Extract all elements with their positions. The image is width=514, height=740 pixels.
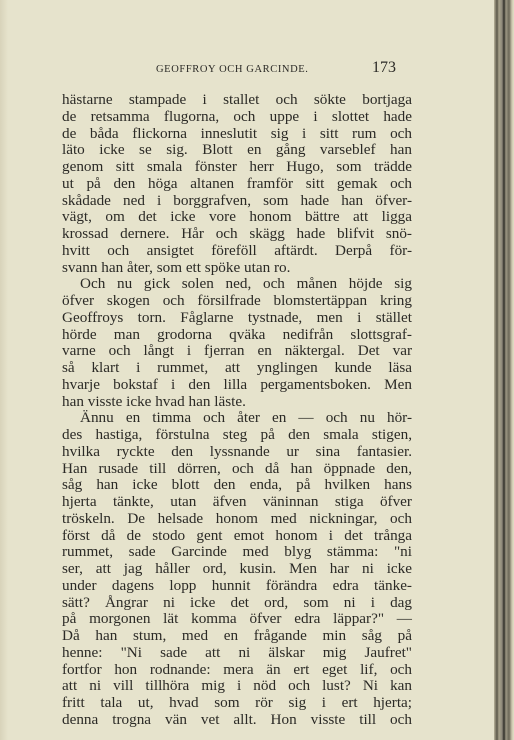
text-line: hvitt och ansigtet föreföll aftärdt. Derpå för-: [62, 241, 412, 259]
text-line: hörde man grodorna qväka nedifrån slottsgraf-: [62, 325, 412, 343]
text-line: fortfor hon rodnande: mera än ert eget lif, och: [62, 660, 412, 678]
text-line: såg han icke blott den enda, på hvilken hans: [62, 476, 412, 494]
text-line: varne och långt i fjerran en näktergal. Det var: [62, 342, 412, 360]
text-line: Då han stum, med en frågande min såg på: [62, 627, 412, 644]
text-line: läto icke se sig. Blott en gång varseblef han: [62, 141, 412, 159]
text-line: hästarne stampade i stallet och sökte bortjaga: [62, 91, 412, 108]
text-line: Han rusade till dörren, och då han öppnade den,: [62, 459, 412, 477]
text-line: denna trogna vän vet allt. Hon visste till och: [62, 710, 412, 728]
text-line: de retsamma flugorna, och uppe i slottet hade: [62, 107, 412, 125]
text-line: krossad dernere. Hår och skägg hade blifvit snö-: [62, 225, 412, 242]
text-line: sätt? Ångrar ni icke det ord, som ni i dag: [62, 593, 412, 611]
page-left-edge: [0, 0, 8, 740]
text-line: på morgonen lät komma öfver edra läppar?" —: [62, 610, 412, 628]
text-line: de båda flickorna inneslutit sig i sitt rum och: [62, 124, 412, 142]
text-line: först då de stodo gent emot honom i det trånga: [62, 526, 412, 544]
text-line: öfver skogen och försilfrade blomstertäppan kring: [62, 292, 412, 309]
text-line: henne: "Ni sade att ni älskar mig Jaufret": [62, 643, 412, 661]
text-line: hvilka ryckte den lyssnande ur sina fantasier.: [62, 442, 412, 460]
text-line: han visste icke hvad han läste.: [62, 392, 246, 410]
page-number: 173: [372, 59, 396, 76]
text-line: hjerta tänkte, utan äfven väninnan stiga öfver: [62, 493, 412, 510]
text-line: fritt tala ut, hvad som rör sig i ert hjerta;: [62, 694, 412, 711]
text-line: hvarje bokstaf i den lilla pergamentsboken. Men: [62, 375, 412, 393]
text-line: Geoffroys torn. Fåglarne tystnade, men i stället: [62, 308, 412, 326]
book-spine: [494, 0, 514, 740]
body-text: [62, 92, 412, 729]
text-line: att ni vill tillhöra mig i nöd och lust? Ni kan: [62, 677, 412, 695]
text-line: så klart i rummet, att ynglingen kunde läsa: [62, 359, 412, 376]
text-line: vägt, om det icke vore honom bättre att ligga: [62, 208, 412, 226]
text-line: genom sitt smala fönster herr Hugo, som trädde: [62, 158, 412, 175]
text-line: ser, att jag håller ord, kusin. Men har ni icke: [62, 560, 412, 577]
text-line: des hastiga, förstulna steg på den smala stigen,: [62, 426, 412, 443]
page-header: [150, 60, 400, 80]
text-line: rummet, sade Garcinde med blyg stämma: "ni: [62, 543, 412, 561]
text-line: Ännu en timma och åter en — och nu hör-: [80, 409, 412, 427]
text-line: svann han åter, som ett spöke utan ro.: [62, 258, 291, 276]
running-title: GEOFFROY OCH GARCINDE.: [156, 64, 309, 75]
text-line: ut på den höga altanen framför sitt gemak och: [62, 174, 412, 192]
text-line: tröskeln. De helsade honom med nickningar, och: [62, 509, 412, 527]
text-line: skådade ned i borggrafven, som hade han öfver-: [62, 191, 412, 209]
text-line: under dagens lopp hunnit förändra edra tänke-: [62, 576, 412, 594]
text-line: Och nu gick solen ned, och månen höjde sig: [80, 275, 412, 293]
